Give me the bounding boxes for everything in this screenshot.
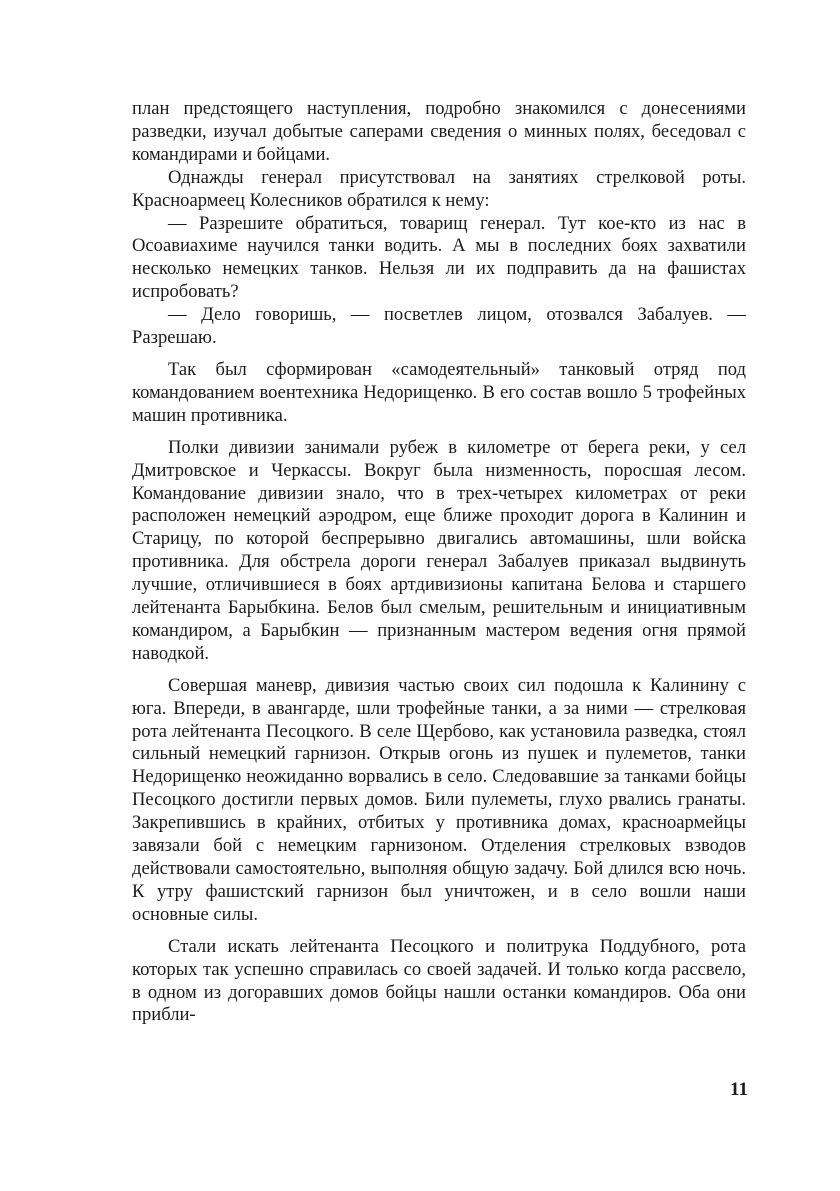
paragraph-5: Так был сформирован «самодеятельный» танковый отряд под командованием воентехника Недорищенко. В его состав вошло 5 трофейных машин противника. bbox=[132, 358, 746, 426]
paragraph-1: план предстоящего наступления, подробно знакомился с донесениями разведки, изучал добытые саперами сведения о минных полях, беседовал с командирами и бойцами. bbox=[132, 98, 746, 165]
paragraph-2: Однажды генерал присутствовал на занятиях стрелковой роты. Красноармеец Колесников обратился к нему: bbox=[132, 166, 746, 211]
paragraph-3-dialogue: — Разрешите обратиться, товарищ генерал. Тут кое-кто из нас в Осоавиахиме научился танки водить. А мы в последних боях захватили несколько немецких танков. Нельзя ли их подправить да на фашистах испробовать? bbox=[132, 212, 746, 303]
paragraph-4-dialogue: — Дело говоришь, — посветлев лицом, отозвался Забалуев. — Разрешаю. bbox=[132, 304, 746, 349]
paragraph-6: Полки дивизии занимали рубеж в километре от берега реки, у сел Дмитровское и Черкассы. Вокруг была низменность, поросшая лесом. Командование дивизии знало, что в трех-четырех километрах от реки расположен немецкий аэродром, еще ближе проходит дорога в Калинин и Старицу, по которой беспрерывно двигались автомашины, шли войска противника. Для обстрела дороги генерал Забалуев приказал выдвинуть лучшие, отличившиеся в боях артдивизионы капитана Белова и старшего лейтенанта Барыбкина. Белов был смелым, решительным и инициативным командиром, а Барыбкин — признанным мастером ведения огня прямой наводкой. bbox=[132, 436, 746, 664]
page-number: 11 bbox=[730, 1079, 748, 1100]
paragraph-8: Стали искать лейтенанта Песоцкого и политрука Поддубного, рота которых так успешно справилась со своей задачей. И только когда рассвело, в одном из догоравших домов бойцы нашли останки командиров. Оба они прибли- bbox=[132, 935, 746, 1026]
page-body bbox=[132, 98, 746, 1027]
paragraph-7: Совершая маневр, дивизия частью своих сил подошла к Калинину с юга. Впереди, в авангарде, шли трофейные танки, а за ними — стрелковая рота лейтенанта Песоцкого. В селе Щербово, как установила разведка, стоял сильный немецкий гарнизон. Открыв огонь из пушек и пулеметов, танки Недорищенко неожиданно ворвались в село. Следовавшие за танками бойцы Песоцкого достигли первых домов. Били пулеметы, глухо рвались гранаты. Закрепившись в крайних, отбитых у противника домах, красноармейцы завязали бой с немецким гарнизоном. Отделения стрелковых взводов действовали самостоятельно, выполняя общую задачу. Бой длился всю ночь. К утру фашистский гарнизон был уничтожен, и в село вошли наши основные силы. bbox=[132, 674, 746, 925]
